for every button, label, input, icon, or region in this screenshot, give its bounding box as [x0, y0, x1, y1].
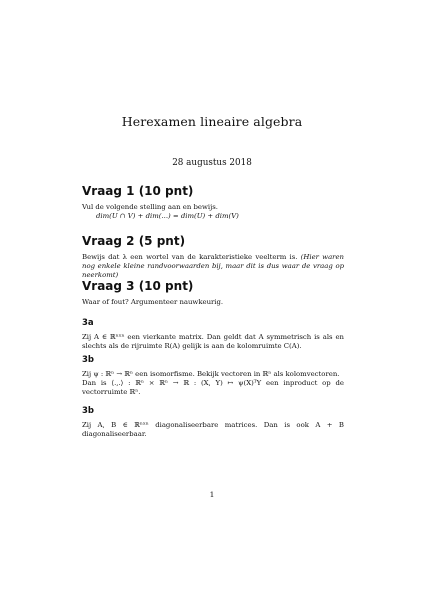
formula: dim(U ∩ V) + dim(...) = dim(U) + dim(V) [96, 212, 239, 221]
subsection-3b-first [82, 355, 344, 398]
subsection-3a [82, 318, 344, 351]
section-heading: Vraag 2 (5 pnt) [82, 234, 186, 248]
subsection-text-line1: Zij ψ : ℝⁿ → ℝⁿ een isomorfisme. Bekijk vectoren in ℝⁿ als kolomvectoren. [82, 370, 340, 378]
subsection-heading: 3b [82, 406, 94, 416]
section-heading: Vraag 1 (10 pnt) [82, 184, 194, 198]
section-text: Waar of fout? Argumenteer nauwkeurig. [82, 298, 224, 306]
subsection-heading: 3b [82, 355, 94, 365]
section-vraag-3 [82, 279, 344, 307]
subsection-text-line2: Dan is ⟨.,.⟩ : ℝⁿ × ℝⁿ → ℝ : (X, Y) ↦ ψ(X)ᵀY een inproduct op de vectorruimte ℝⁿ. [82, 379, 344, 397]
document-title: Herexamen lineaire algebra [121, 114, 303, 129]
subsection-heading: 3a [82, 318, 94, 328]
subsection-3b-second [82, 406, 344, 439]
document-date: 28 augustus 2018 [172, 158, 252, 168]
section-text: Vul de volgende stelling aan en bewijs. [82, 203, 218, 211]
page-number: 1 [209, 490, 215, 499]
section-vraag-2 [82, 234, 344, 281]
subsection-text: Zij A ∈ ℝⁿˣⁿ een vierkante matrix. Dan geldt dat A symmetrisch is als en slechts als de rijruimte R(A) gelijk is aan de kolomruimte C(A). [82, 333, 344, 351]
section-vraag-1 [82, 184, 344, 221]
question-text: Bewijs dat λ een wortel van de karakteristieke veelterm is. [82, 253, 298, 261]
subsection-text: Zij A, B ∈ ℝⁿˣⁿ diagonaliseerbare matrices. Dan is ook A + B diagonaliseerbaar. [82, 421, 344, 439]
section-text [82, 253, 344, 281]
section-heading: Vraag 3 (10 pnt) [82, 279, 194, 293]
question-note: (Hier waren nog enkele kleine randvoorwaarden bij, maar dit is dus waar de vraag op neerkomt) [82, 253, 344, 280]
